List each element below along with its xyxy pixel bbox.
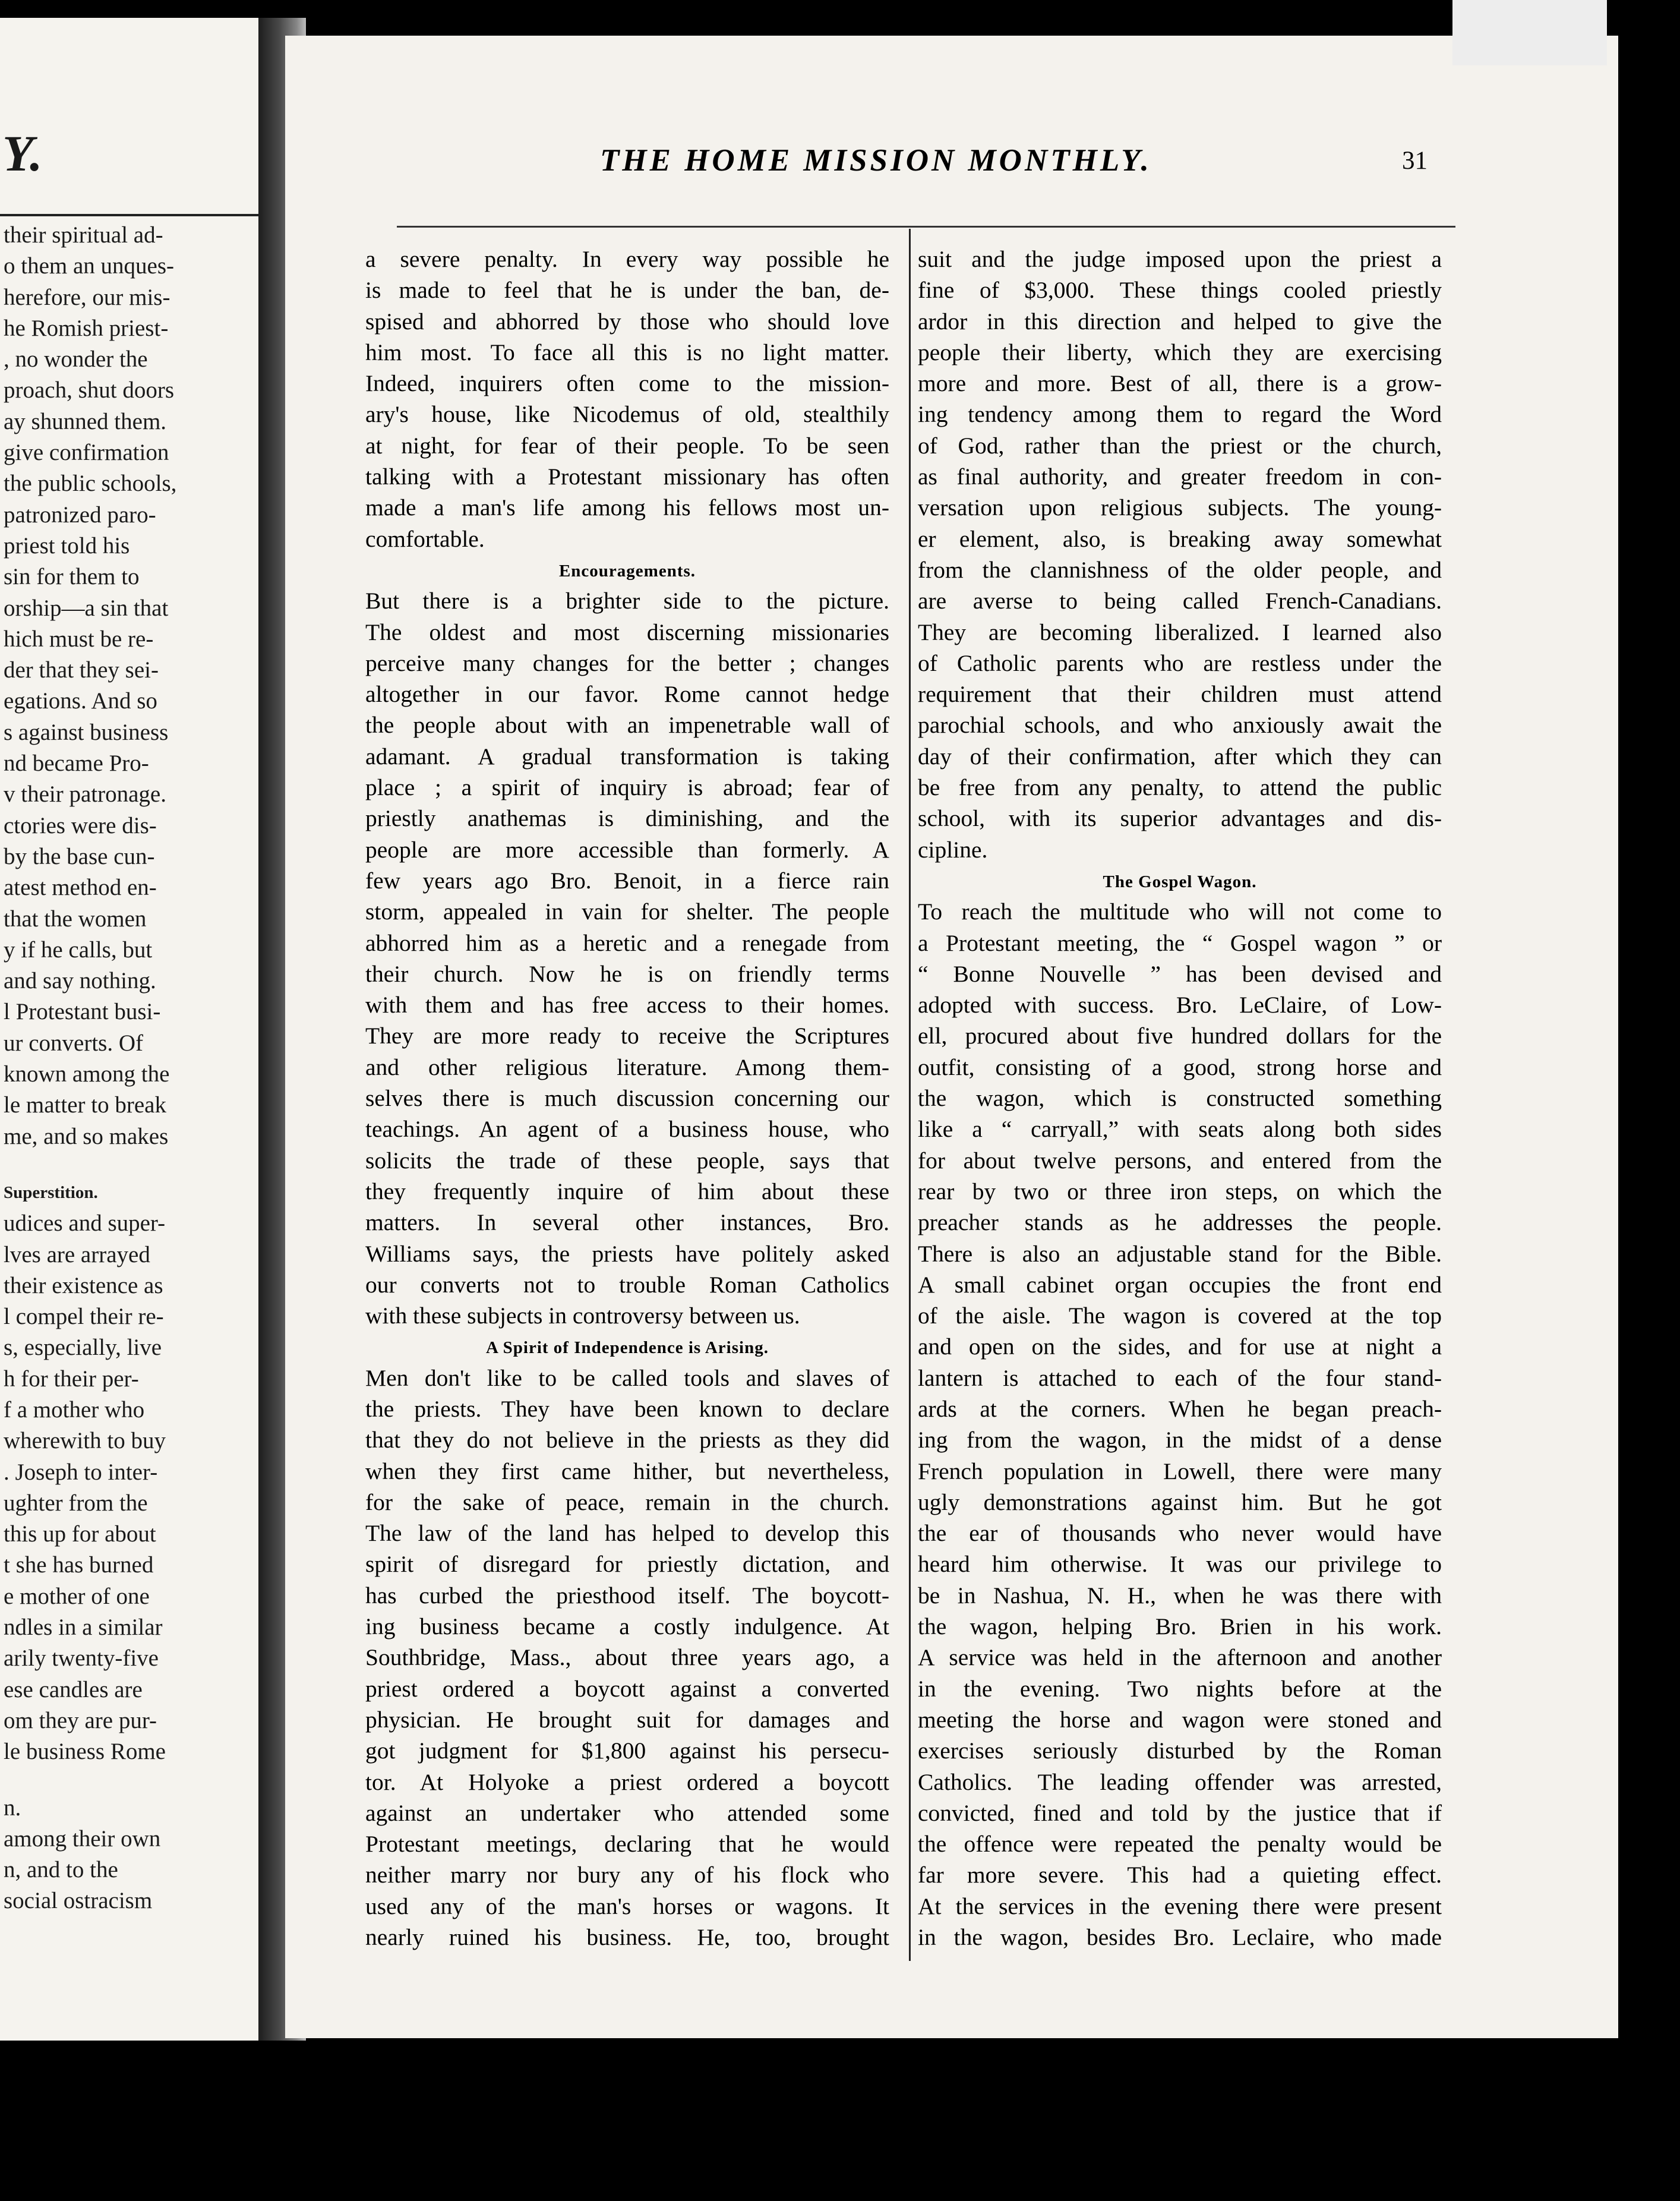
previous-page-line: their spiritual ad-: [4, 222, 163, 248]
previous-page-line: hich must be re-: [4, 626, 154, 652]
previous-page-line: give confirmation: [4, 440, 169, 466]
previous-page-line: h for their per-: [4, 1366, 139, 1392]
text-line: A small cabinet organ occupies the front end: [918, 1271, 1442, 1298]
text-line: day of their confirmation, after which they can: [918, 743, 1442, 770]
previous-page-line: that the women: [4, 906, 147, 932]
previous-page-line: known among the: [4, 1061, 170, 1087]
text-line: like a “ carryall,” with seats along both sides: [918, 1116, 1442, 1143]
previous-page-line: lves are arrayed: [4, 1241, 150, 1267]
previous-page-line: herefore, our mis-: [4, 284, 170, 310]
previous-page-line: ay shunned them.: [4, 408, 167, 434]
text-line: and open on the sides, and for use at night a: [918, 1333, 1442, 1360]
text-line: altogether in our favor. Rome cannot hedge: [365, 681, 889, 708]
paragraph-independence: [365, 1363, 889, 1953]
previous-page: [0, 18, 258, 2041]
text-line: solicits the trade of these people, says that: [365, 1147, 889, 1174]
text-line: abhorred him as a heretic and a renegade from: [365, 929, 889, 956]
text-line: got judgment for $1,800 against his persecu-: [365, 1738, 889, 1764]
previous-page-line: s against business: [4, 719, 169, 745]
text-line: against an undertaker who attended some: [365, 1799, 889, 1826]
text-line: But there is a brighter side to the picture.: [365, 588, 889, 614]
paragraph-penalty: [365, 244, 889, 554]
text-line: the ear of thousands who never would have: [918, 1520, 1442, 1547]
previous-page-line: [4, 1152, 258, 1177]
previous-page-line: wherewith to buy: [4, 1428, 166, 1454]
previous-page-line: egations. And so: [4, 688, 157, 714]
page-number: 31: [1402, 147, 1428, 175]
previous-page-line: orship—a sin that: [4, 595, 169, 621]
text-line: few years ago Bro. Benoit, in a fierce rain: [365, 867, 889, 894]
text-line: ary's house, like Nicodemus of old, stealthily: [365, 401, 889, 428]
text-line: from the clannishness of the older people, and: [918, 556, 1442, 583]
text-line: parochial schools, and who anxiously await the: [918, 712, 1442, 739]
text-line: Southbridge, Mass., about three years ago, a: [365, 1644, 889, 1671]
paragraph-gospel-wagon: [918, 896, 1442, 1953]
text-line: suit and the judge imposed upon the priest a: [918, 246, 1442, 272]
text-line: our converts not to trouble Roman Catholics: [365, 1271, 889, 1298]
previous-page-line: atest method en-: [4, 875, 157, 901]
previous-page-line: der that they sei-: [4, 657, 159, 683]
text-line: A service was held in the afternoon and another: [918, 1644, 1442, 1671]
previous-page-line: v their patronage.: [4, 781, 166, 808]
previous-page-line: ctories were dis-: [4, 812, 157, 838]
text-line: ards at the corners. When he began preach-: [918, 1395, 1442, 1422]
text-line: a severe penalty. In every way possible he: [365, 246, 889, 272]
previous-page-line: o them an unques-: [4, 253, 175, 279]
previous-page-line: le matter to break: [4, 1092, 166, 1118]
previous-page-line: f a mother who: [4, 1396, 145, 1423]
previous-page-line: arily twenty-five: [4, 1645, 159, 1672]
text-line: They are becoming liberalized. I learned also: [918, 619, 1442, 645]
text-line: tor. At Holyoke a priest ordered a boycott: [365, 1768, 889, 1795]
text-line: be free from any penalty, to attend the public: [918, 774, 1442, 801]
text-line: more and more. Best of all, there is a grow-: [918, 370, 1442, 397]
text-line: him most. To face all this is no light matter.: [365, 339, 889, 365]
heading-gospel-wagon: The Gospel Wagon.: [1103, 872, 1257, 891]
text-line: their church. Now he is on friendly terms: [365, 960, 889, 987]
text-line: a Protestant meeting, the “ Gospel wagon ” or: [918, 929, 1442, 956]
text-line: ardor in this direction and helped to give the: [918, 308, 1442, 335]
text-line: meeting the horse and wagon were stoned and: [918, 1706, 1442, 1733]
previous-page-line: proach, shut doors: [4, 377, 175, 403]
text-line: are averse to being called French-Canadians.: [918, 588, 1442, 614]
previous-page-line: their existence as: [4, 1272, 163, 1298]
text-line: ing from the wagon, in the midst of a dense: [918, 1427, 1442, 1453]
text-line: requirement that their children must attend: [918, 681, 1442, 708]
text-line: spirit of disregard for priestly dictation, and: [365, 1551, 889, 1578]
text-line: place ; a spirit of inquiry is abroad; fear of: [365, 774, 889, 801]
previous-page-text: [4, 220, 258, 1917]
text-line: the wagon, which is constructed something: [918, 1085, 1442, 1112]
text-line: far more severe. This had a quieting effect.: [918, 1862, 1442, 1888]
previous-page-line: me, and so makes: [4, 1123, 169, 1149]
text-line: they frequently inquire of him about these: [365, 1178, 889, 1204]
text-line: used any of the man's horses or wagons. It: [365, 1893, 889, 1919]
text-line: outfit, consisting of a good, strong horse and: [918, 1054, 1442, 1080]
previous-page-line: [4, 1768, 258, 1793]
previous-page-rule: [0, 214, 258, 216]
text-line: has curbed the priesthood itself. The boycott-: [365, 1582, 889, 1609]
previous-page-line: ughter from the: [4, 1490, 148, 1516]
magazine-title: THE HOME MISSION MONTHLY.: [600, 143, 1152, 178]
text-line: Catholics. The leading offender was arrested,: [918, 1768, 1442, 1795]
text-line: neither marry nor bury any of his flock who: [365, 1862, 889, 1888]
text-line: when they first came hither, but nevertheless,: [365, 1458, 889, 1484]
text-line: ugly demonstrations against him. But he got: [918, 1489, 1442, 1515]
previous-page-line: n, and to the: [4, 1857, 118, 1883]
text-line: French population in Lowell, there were many: [918, 1458, 1442, 1484]
previous-page-line: ndles in a similar: [4, 1615, 163, 1641]
text-line: made a man's life among his fellows most un-: [365, 494, 889, 521]
text-line: convicted, fined and told by the justice that if: [918, 1799, 1442, 1826]
text-line: the wagon, helping Bro. Brien in his work.: [918, 1613, 1442, 1640]
previous-page-line: by the base cun-: [4, 843, 155, 869]
text-line: adopted with success. Bro. LeClaire, of Low-: [918, 992, 1442, 1018]
text-line: for about twelve persons, and entered from the: [918, 1147, 1442, 1174]
text-line: people their liberty, which they are exercising: [918, 339, 1442, 365]
heading-spirit-of-independence: A Spirit of Independence is Arising.: [486, 1338, 769, 1358]
text-line: storm, appealed in vain for shelter. The people: [365, 898, 889, 925]
text-line: spised and abhorred by those who should love: [365, 308, 889, 335]
text-line: Indeed, inquirers often come to the mission-: [365, 370, 889, 397]
text-line: ing business became a costly indulgence. At: [365, 1613, 889, 1640]
text-line: as final authority, and greater freedom in con-: [918, 463, 1442, 490]
previous-page-line: and say nothing.: [4, 968, 156, 994]
page-edge-strip: [1452, 0, 1607, 65]
text-line: selves there is much discussion concerning our: [365, 1085, 889, 1112]
previous-page-line: sin for them to: [4, 564, 140, 590]
text-line: matters. In several other instances, Bro.: [365, 1209, 889, 1236]
text-line: comfortable.: [365, 525, 485, 552]
previous-page-line: he Romish priest-: [4, 315, 169, 341]
previous-page-line: l compel their re-: [4, 1304, 164, 1330]
previous-page-line: le business Rome: [4, 1739, 166, 1765]
text-line: the people about with an impenetrable wall of: [365, 712, 889, 739]
previous-page-line: om they are pur-: [4, 1707, 157, 1733]
previous-page-line: s, especially, live: [4, 1335, 162, 1361]
paragraph-encouragements: [365, 585, 889, 1331]
text-line: versation upon religious subjects. The young-: [918, 494, 1442, 521]
previous-page-line: this up for about: [4, 1521, 156, 1547]
text-line: Protestant meetings, declaring that he would: [365, 1831, 889, 1858]
text-line: cipline.: [918, 836, 988, 863]
text-line: To reach the multitude who will not come to: [918, 898, 1442, 925]
previous-page-line: e mother of one: [4, 1583, 150, 1609]
text-line: perceive many changes for the better ; changes: [365, 649, 889, 676]
text-line: lantern is attached to each of the four stand-: [918, 1364, 1442, 1391]
previous-page-line: , no wonder the: [4, 346, 148, 373]
previous-page-line: ese candles are: [4, 1676, 143, 1702]
text-line: with them and has free access to their homes.: [365, 992, 889, 1018]
text-line: priest ordered a boycott against a converted: [365, 1675, 889, 1702]
text-line: and other religious literature. Among them-: [365, 1054, 889, 1080]
running-header: [309, 143, 1426, 190]
text-line: physician. He brought suit for damages and: [365, 1706, 889, 1733]
previous-page-line: among their own: [4, 1825, 161, 1852]
text-line: The law of the land has helped to develop this: [365, 1520, 889, 1547]
text-line: There is also an adjustable stand for the Bible.: [918, 1240, 1442, 1267]
previous-page-line: y if he calls, but: [4, 936, 153, 963]
text-line: exercises seriously disturbed by the Roman: [918, 1738, 1442, 1764]
text-line: is made to feel that he is under the ban, de-: [365, 277, 889, 304]
previous-page-line: udices and super-: [4, 1210, 166, 1237]
previous-page-line: social ostracism: [4, 1888, 153, 1914]
previous-page-line: ur converts. Of: [4, 1030, 144, 1056]
text-line: people are more accessible than formerly. A: [365, 836, 889, 863]
text-line: for the sake of peace, remain in the church.: [365, 1489, 889, 1515]
text-line: ell, procured about five hundred dollars for the: [918, 1023, 1442, 1049]
text-line: the offence were repeated the penalty would be: [918, 1831, 1442, 1858]
text-line: heard him otherwise. It was our privilege to: [918, 1551, 1442, 1578]
text-line: preacher stands as he addresses the people.: [918, 1209, 1442, 1236]
text-line: the priests. They have been known to declare: [365, 1395, 889, 1422]
heading-encouragements: Encouragements.: [558, 561, 696, 581]
previous-page-line: the public schools,: [4, 471, 177, 497]
column-1: [365, 244, 889, 1953]
text-line: rear by two or three iron steps, on which the: [918, 1178, 1442, 1204]
text-line: teachings. An agent of a business house, who: [365, 1116, 889, 1143]
text-line: school, with its superior advantages and dis-: [918, 805, 1442, 832]
text-line: ing tendency among them to regard the Word: [918, 401, 1442, 428]
text-line: at night, for fear of their people. To be seen: [365, 432, 889, 459]
text-line: They are more ready to receive the Scriptures: [365, 1023, 889, 1049]
text-line: talking with a Protestant missionary has often: [365, 463, 889, 490]
column-2: [918, 244, 1442, 1953]
previous-page-line: patronized paro-: [4, 502, 156, 528]
text-line: in the wagon, besides Bro. Leclaire, who made: [918, 1924, 1442, 1951]
text-line: Williams says, the priests have politely asked: [365, 1240, 889, 1267]
text-line: “ Bonne Nouvelle ” has been devised and: [918, 960, 1442, 987]
text-line: of Catholic parents who are restless under the: [918, 649, 1442, 676]
paragraph-liberty: [918, 244, 1442, 865]
previous-page-line: nd became Pro-: [4, 751, 149, 777]
text-line: At the services in the evening there were present: [918, 1893, 1442, 1919]
text-line: that they do not believe in the priests as they did: [365, 1427, 889, 1453]
text-line: nearly ruined his business. He, too, brought: [365, 1924, 889, 1951]
text-line: The oldest and most discerning missionaries: [365, 619, 889, 645]
previous-page-line: t she has burned: [4, 1552, 154, 1578]
text-line: be in Nashua, N. H., when he was there with: [918, 1582, 1442, 1609]
text-line: adamant. A gradual transformation is taking: [365, 743, 889, 770]
text-line: of the aisle. The wagon is covered at the top: [918, 1303, 1442, 1329]
previous-page-line: Superstition.: [4, 1183, 98, 1202]
previous-page-line: l Protestant busi-: [4, 999, 161, 1025]
text-line: fine of $3,000. These things cooled priestly: [918, 277, 1442, 304]
text-line: er element, also, is breaking away somewhat: [918, 525, 1442, 552]
previous-page-line: priest told his: [4, 532, 130, 559]
previous-page-header-fragment: Y.: [2, 125, 43, 182]
text-line: Men don't like to be called tools and slaves of: [365, 1364, 889, 1391]
previous-page-line: . Joseph to inter-: [4, 1459, 158, 1485]
text-line: in the evening. Two nights before at the: [918, 1675, 1442, 1702]
header-rule: [397, 226, 1455, 228]
previous-page-line: n.: [4, 1795, 21, 1821]
column-divider: [909, 229, 911, 1961]
text-line: of God, rather than the priest or the church,: [918, 432, 1442, 459]
text-line: with these subjects in controversy between us.: [365, 1303, 800, 1329]
text-line: priestly anathemas is diminishing, and the: [365, 805, 889, 832]
